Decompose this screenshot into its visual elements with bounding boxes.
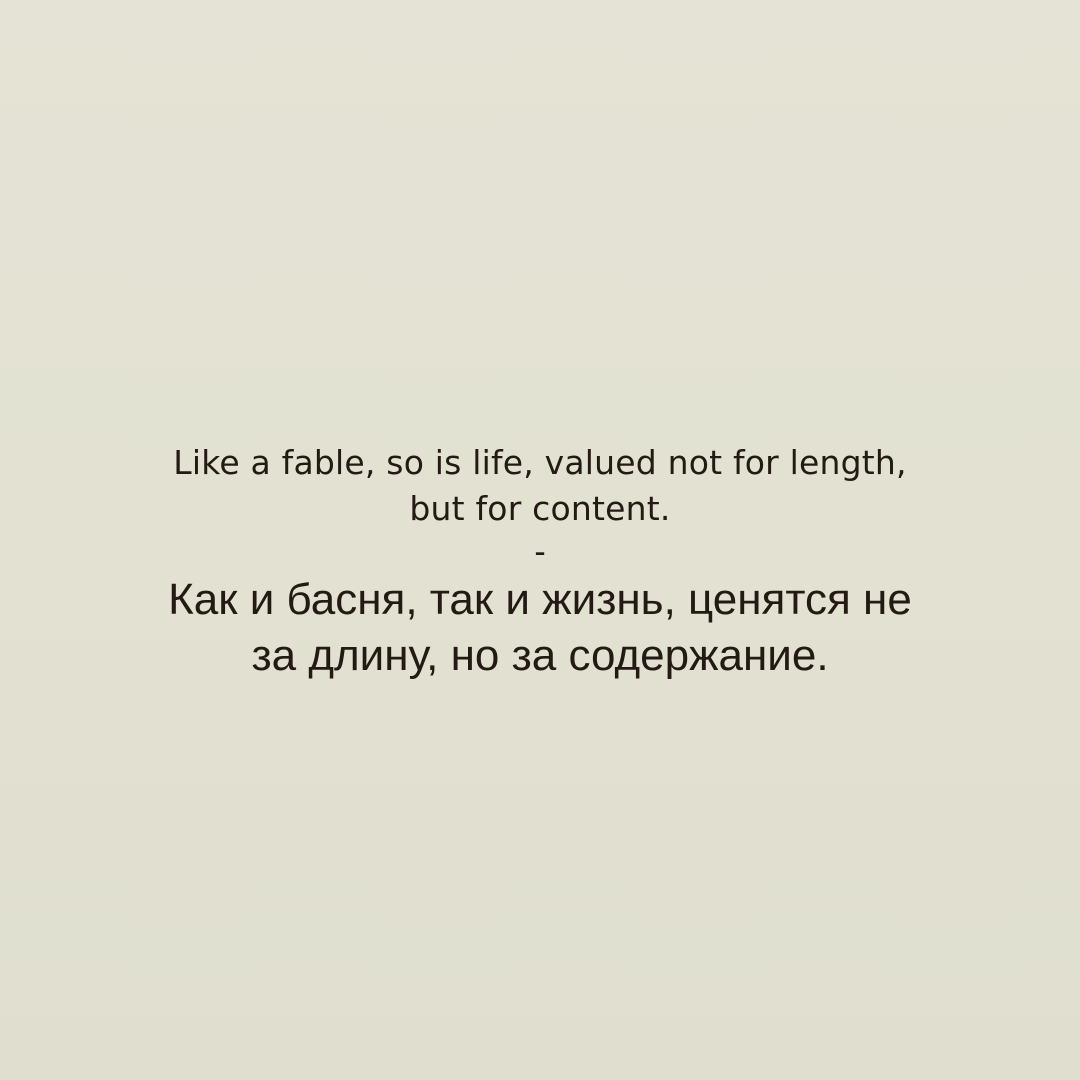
quote-english-line-2: but for content. <box>409 489 671 528</box>
quote-russian <box>60 572 1020 684</box>
quote-block <box>60 440 1020 684</box>
quote-english <box>60 440 1020 532</box>
quote-russian-line-1: Как и басня, так и жизнь, ценятся не <box>168 575 912 624</box>
quote-separator: - <box>534 533 546 571</box>
quote-russian-line-2: за длину, но за содержание. <box>251 631 829 680</box>
quote-english-line-1: Like a fable, so is life, valued not for length, <box>173 443 907 482</box>
